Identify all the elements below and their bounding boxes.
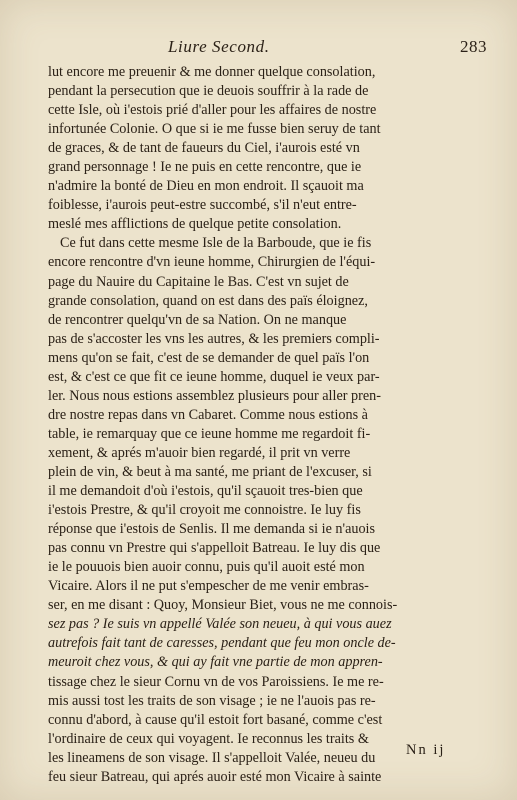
body-text [48,63,489,787]
text-line: pas de s'accoster les vns les autres, & les premiers compli- [48,330,380,347]
paragraph-start-line: Ce fut dans cette mesme Isle de la Barboude, que ie fis [60,235,372,252]
text-line: foiblesse, i'aurois peut-estre succombé, s'il n'eut entre- [48,197,357,214]
text-line: plein de vin, & beut à ma santé, me priant de l'excuser, si [48,463,372,480]
text-line: n'admire la bonté de Dieu en mon endroit. Il sçauoit ma [48,178,364,195]
text-line: l'ordinaire de ceux qui voyagent. Ie reconnus les traits & [48,730,369,747]
text-line: feu sieur Batreau, qui aprés auoir esté mon Vicaire à sainte [48,768,382,785]
text-line: est, & c'est ce que fit ce ieune homme, duquel ie veux par- [48,368,380,385]
quoted-speech-line: meuroit chez vous, & qui ay fait vne partie de mon appren- [48,654,383,671]
text-line: les lineamens de son visage. Il s'appelloit Valée, neueu du [48,749,376,766]
text-line: encore rencontre d'vn ieune homme, Chirurgien de l'équi- [48,254,376,271]
text-line: grande consolation, quand on est dans des païs éloignez, [48,292,368,309]
text-line: pendant la persecution que ie deuois souffrir à la rade de [48,83,369,100]
text-line: xement, & aprés m'auoir bien regardé, il prit vn verre [48,444,351,461]
text-line: il me demandoit d'où i'estois, qu'il sçauoit tres-bien que [48,483,363,500]
quoted-speech-line: autrefois fait tant de caresses, pendant que feu mon oncle de- [48,635,396,652]
text-line: ser, en me disant : Quoy, Monsieur Biet, vous ne me connois- [48,597,398,614]
text-line: Vicaire. Alors il ne put s'empescher de me venir embras- [48,578,369,595]
text-line: de graces, & de tant de faueurs du Ciel, i'aurois esté vn [48,140,360,157]
text-line: connu d'abord, à cause qu'il estoit fort basané, comme c'est [48,711,383,728]
running-head: Liure Second. [168,37,270,56]
text-line: lut encore me preuenir & me donner quelque consolation, [48,64,376,80]
text-line: table, ie remarquay que ce ieune homme me regardoit fi- [48,425,371,442]
text-line: de rencontrer quelqu'vn de sa Nation. On ne manque [48,311,347,328]
text-line: grand personnage ! Ie ne puis en cette rencontre, que ie [48,159,362,176]
page-number: 283 [460,37,487,56]
text-line: meslé mes afflictions de quelque petite consolation. [48,216,342,233]
text-line: i'estois Prestre, & qu'il croyoit me connoistre. Ie luy fis [48,502,361,519]
text-line: mis aussi tost les traits de son visage ; ie ne l'auois pas re- [48,692,376,709]
text-line: mens qu'on se fait, c'est de se demander de quel païs l'on [48,349,370,366]
text-line: dre nostre repas dans vn Cabaret. Comme nous estions à [48,406,368,423]
quoted-speech-line: sez pas ? Ie suis vn appellé Valée son neueu, à qui vous auez [48,616,392,633]
text-line: réponse que i'estois de Senlis. Il me demanda si ie n'auois [48,521,376,538]
text-line: infortunée Colonie. O que si ie me fusse bien seruy de tant [48,121,381,138]
text-line: page du Nauire du Capitaine le Bas. C'est vn sujet de [48,273,349,290]
signature-mark: Nn ij [406,742,446,758]
text-line: ler. Nous nous estions assemblez plusieurs pour aller pren- [48,387,381,404]
text-line: pas connu vn Prestre qui s'appelloit Batreau. Ie luy dis que [48,540,381,557]
text-line: ie le pouuois bien auoir connu, puis qu'il auoit esté mon [48,559,365,576]
text-line: tissage chez le sieur Cornu vn de vos Paroissiens. Ie me re- [48,673,384,690]
text-line: cette Isle, où i'estois prié d'aller pour les affaires de nostre [48,102,377,119]
